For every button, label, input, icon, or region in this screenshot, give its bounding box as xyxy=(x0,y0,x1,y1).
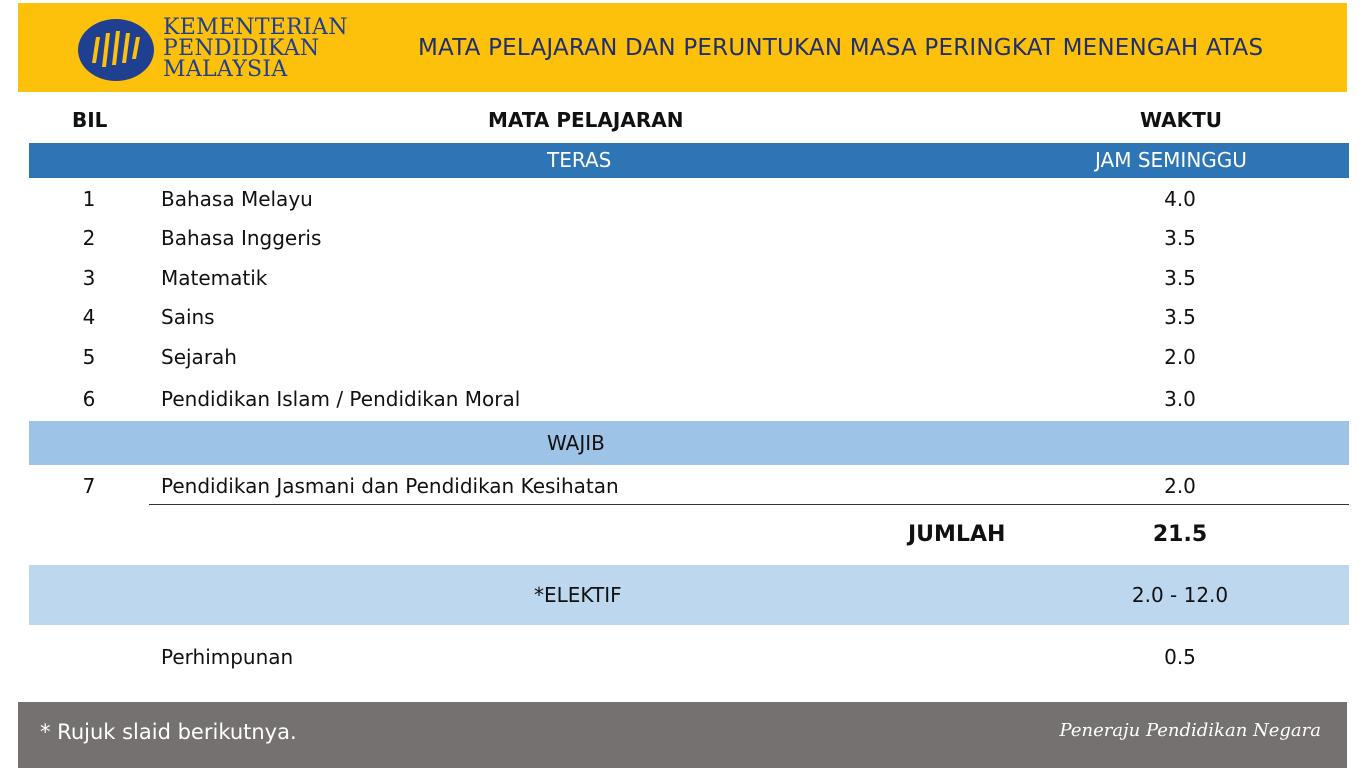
row-number: 3 xyxy=(82,266,96,290)
unit-label: JAM SEMINGGU xyxy=(1095,148,1247,172)
table-row xyxy=(0,645,1366,673)
logo-line-2: PENDIDIKAN xyxy=(163,36,320,61)
row-hours: 2.0 xyxy=(1164,345,1196,369)
row-number: 4 xyxy=(82,305,96,329)
total-divider xyxy=(149,504,1349,505)
row-hours: 3.0 xyxy=(1164,387,1196,411)
page-title: MATA PELAJARAN DAN PERUNTUKAN MASA PERINGKAT MENENGAH ATAS xyxy=(418,35,1264,61)
total-label: JUMLAH xyxy=(908,522,1006,547)
column-header-subject: MATA PELAJARAN xyxy=(488,108,684,132)
ministry-logo-text xyxy=(163,17,348,80)
ministry-logo-icon xyxy=(78,19,154,81)
row-number: 5 xyxy=(82,345,96,369)
row-subject: Sejarah xyxy=(161,345,237,369)
column-header-time: WAKTU xyxy=(1140,108,1223,132)
row-subject: Perhimpunan xyxy=(161,645,294,669)
row-subject: Matematik xyxy=(161,266,268,290)
table-row xyxy=(0,187,1366,215)
footer-bar xyxy=(18,702,1347,768)
table-row xyxy=(0,266,1366,294)
table-row xyxy=(0,226,1366,254)
table-row xyxy=(0,345,1366,373)
row-hours: 3.5 xyxy=(1164,226,1196,250)
row-hours: 2.0 xyxy=(1164,474,1196,498)
row-subject: Pendidikan Islam / Pendidikan Moral xyxy=(161,387,521,411)
row-subject: Pendidikan Jasmani dan Pendidikan Kesihatan xyxy=(161,474,619,498)
header-bar xyxy=(18,3,1347,92)
elektif-hours: 2.0 - 12.0 xyxy=(1131,583,1229,607)
row-number: 7 xyxy=(82,474,96,498)
row-hours: 0.5 xyxy=(1164,645,1196,669)
table-row xyxy=(0,305,1366,333)
row-subject: Bahasa Inggeris xyxy=(161,226,322,250)
column-header-bil: BIL xyxy=(72,108,108,132)
section-label-wajib: WAJIB xyxy=(547,431,605,455)
row-hours: 4.0 xyxy=(1164,187,1196,211)
row-subject: Bahasa Melayu xyxy=(161,187,313,211)
total-value: 21.5 xyxy=(1152,522,1208,547)
footer-note: * Rujuk slaid berikutnya. xyxy=(40,720,297,744)
row-number: 6 xyxy=(82,387,96,411)
logo-line-1: KEMENTERIAN xyxy=(163,15,348,40)
table-row xyxy=(0,387,1366,415)
section-label-elektif: *ELEKTIF xyxy=(534,583,622,607)
section-band-wajib xyxy=(29,421,1349,465)
table-row xyxy=(0,474,1366,502)
row-subject: Sains xyxy=(161,305,215,329)
footer-tagline: Peneraju Pendidikan Negara xyxy=(1059,720,1321,741)
logo-line-3: MALAYSIA xyxy=(163,57,288,82)
row-hours: 3.5 xyxy=(1164,266,1196,290)
section-band-elektif xyxy=(29,565,1349,625)
section-label-teras: TERAS xyxy=(547,148,612,172)
section-band-teras xyxy=(29,143,1349,178)
row-number: 1 xyxy=(82,187,96,211)
row-hours: 3.5 xyxy=(1164,305,1196,329)
row-number: 2 xyxy=(82,226,96,250)
